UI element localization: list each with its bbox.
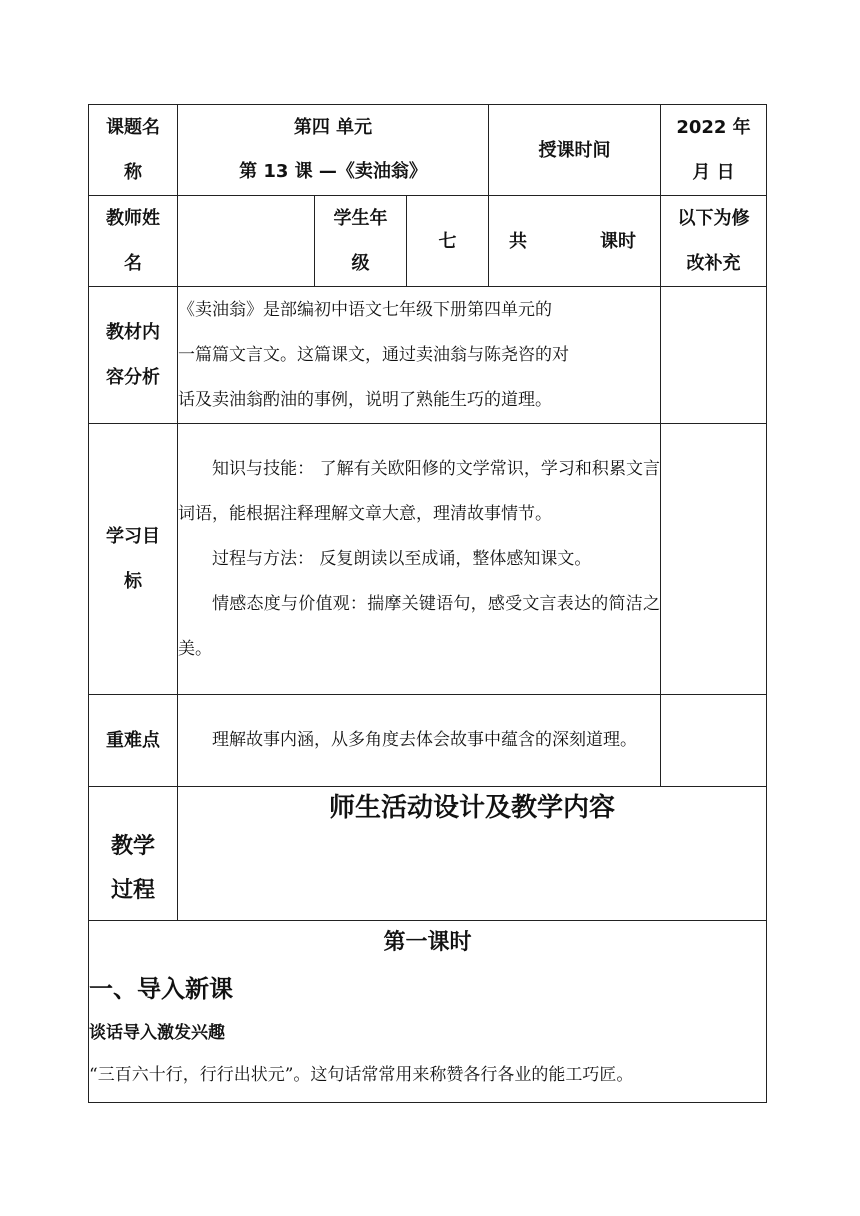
teacher-label-line1: 教师姓 [106,208,160,229]
topic-label-line2: 称 [124,162,142,183]
total-periods-cell [489,196,661,287]
analysis-label-line1: 教材内 [106,322,160,343]
teacher-name-cell[interactable] [178,196,315,287]
analysis-label-line2: 容分析 [106,367,160,388]
intro-paragraph: “三百六十行，行行出状元”。这句话常常用来称赞各行各业的能工巧匠。 [89,1065,634,1085]
title-row [89,105,767,196]
goals-label-line2: 标 [124,571,142,592]
analysis-line: 话及卖油翁酌油的事例，说明了熟能生巧的道理。 [178,389,552,410]
lesson-body-cell [89,921,767,1103]
grade-label-line2: 级 [351,253,370,274]
goal-process: 过程与方法： 反复朗读以至成诵，整体感知课文。 [212,548,592,569]
difficulty-text-cell [178,695,661,787]
goals-text-cell [178,424,661,695]
difficulty-label: 重难点 [89,695,178,787]
grade-label-line1: 学生年 [333,208,388,229]
teacher-row [89,196,767,287]
total-suffix: 课时 [600,230,636,252]
date-month-day: 月 日 [692,162,735,183]
goal-knowledge: 知识与技能： 了解有关欧阳修的文学常识，学习和积累文言词语，能根据注释理解文章大意，理清故事情节。 [178,458,660,524]
lesson-body-row [89,921,767,1103]
lesson-plan-table [88,104,767,1103]
topic-label-line1: 课题名 [106,117,160,138]
notes-label-cell [661,196,767,287]
process-label-line1: 教学 [110,833,155,859]
section-title: 一、导入新课 [89,975,233,1003]
period-title: 第一课时 [383,930,472,955]
date-year: 2022 年 [676,117,751,138]
analysis-text-cell [178,287,661,424]
analysis-notes-cell[interactable] [661,287,767,424]
process-row [89,787,767,921]
process-label-line2: 过程 [110,877,155,903]
goal-attitude: 情感态度与价值观：揣摩关键语句，感受文言表达的简洁之美。 [178,593,660,659]
lesson-title-text: 第 13 课 —《卖油翁》 [239,161,427,182]
time-label: 授课时间 [489,105,661,196]
process-heading: 师生活动设计及教学内容 [178,787,767,921]
goals-label-cell [89,424,178,695]
grade-value: 七 [407,196,489,287]
teacher-label-cell [89,196,178,287]
analysis-line: 一篇篇文言文。这篇课文，通过卖油翁与陈尧咨的对 [178,344,569,365]
notes-label-line1: 以下为修 [677,208,750,229]
unit-text: 第四 单元 [293,117,373,138]
goals-label-line1: 学习目 [106,526,160,547]
analysis-row [89,287,767,424]
notes-label-line2: 改补充 [686,253,741,274]
topic-label-cell [89,105,178,196]
difficulty-text: 理解故事内涵，从多角度去体会故事中蕴含的深刻道理。 [212,730,637,750]
subsection-title: 谈话导入激发兴趣 [89,1023,225,1043]
goals-row [89,424,767,695]
difficulty-row [89,695,767,787]
grade-label-cell [315,196,407,287]
date-cell [661,105,767,196]
difficulty-notes-cell[interactable] [661,695,767,787]
total-prefix: 共 [509,230,527,252]
process-label-cell [89,787,178,921]
analysis-label-cell [89,287,178,424]
analysis-line: 《卖油翁》是部编初中语文七年级下册第四单元的 [178,299,552,320]
goals-notes-cell[interactable] [661,424,767,695]
teacher-label-line2: 名 [124,253,142,274]
lesson-plan-document [88,104,766,1103]
topic-value-cell [178,105,489,196]
